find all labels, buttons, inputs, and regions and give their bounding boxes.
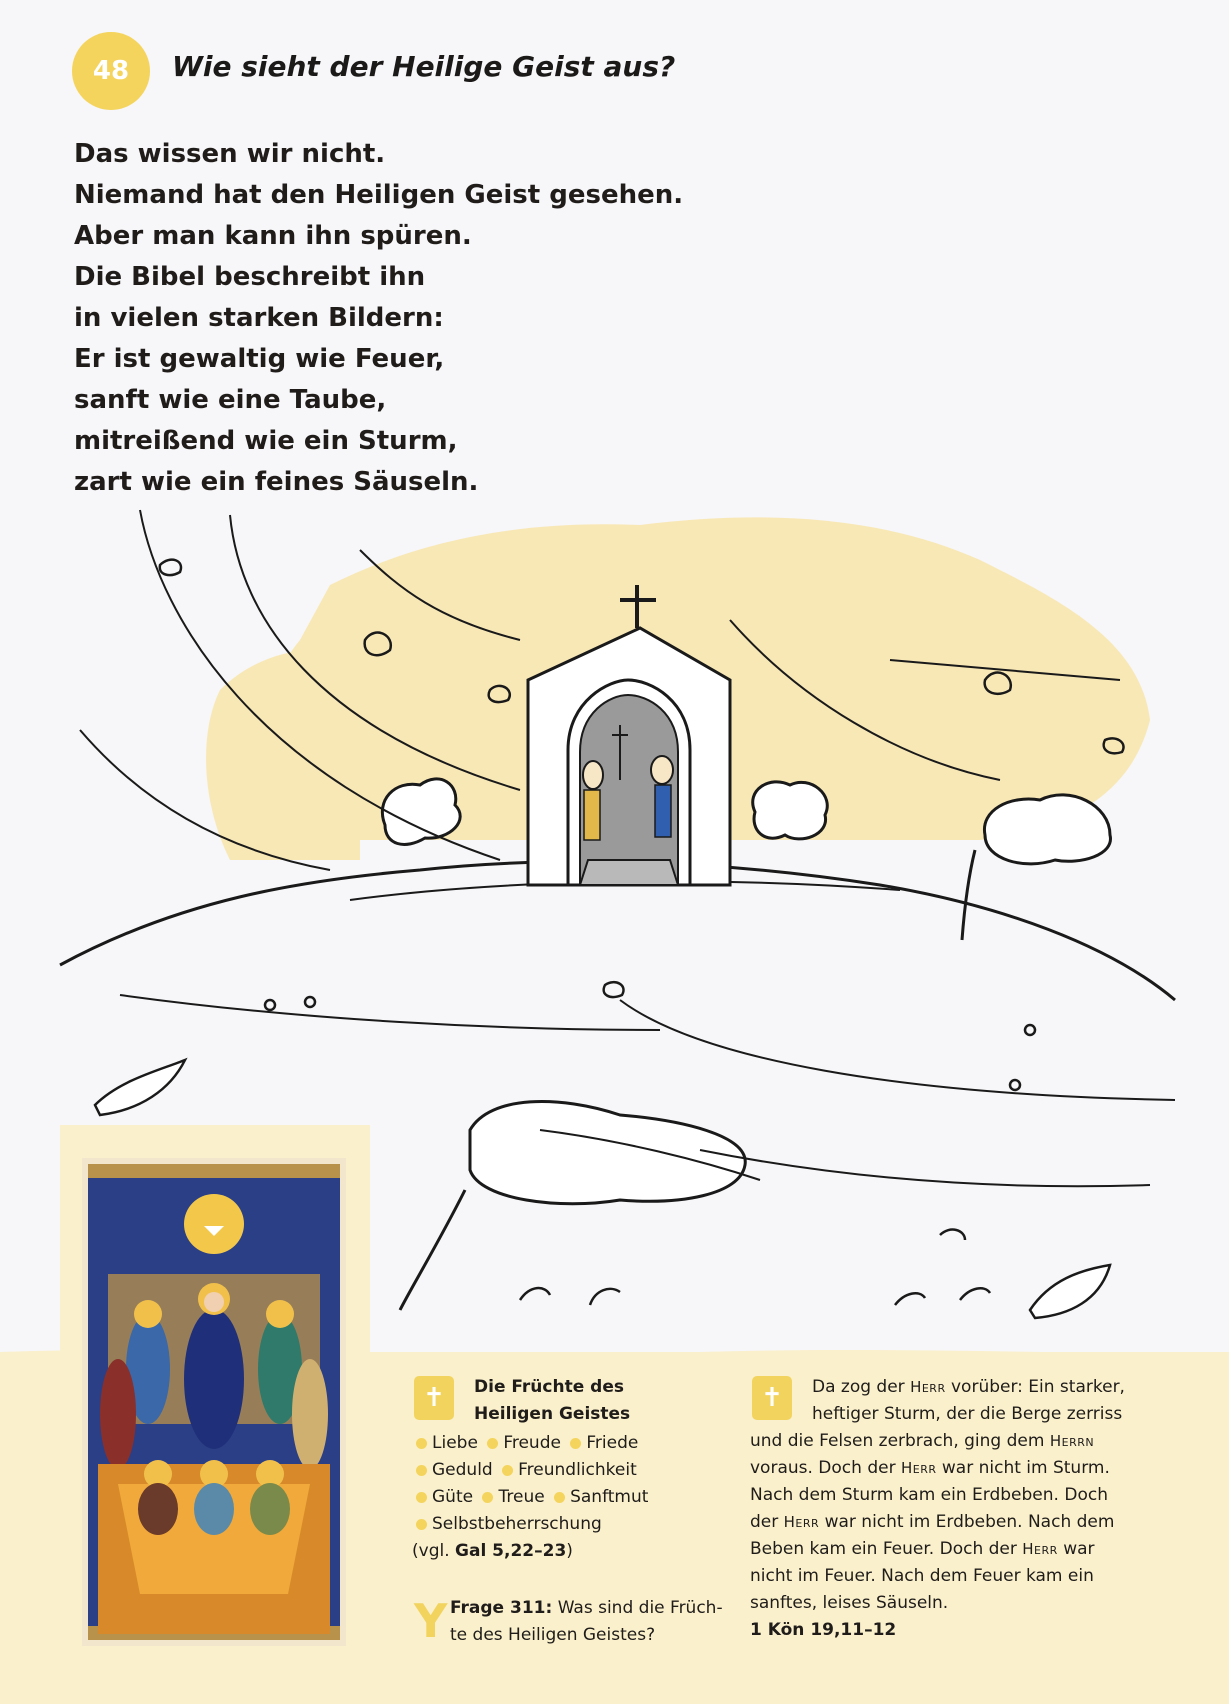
bullet-dot-icon	[570, 1438, 581, 1449]
fruits-row	[412, 1511, 602, 1538]
youcat-question-text: Was sind die Früch-	[552, 1598, 723, 1618]
fruit-item: Selbstbeherrschung	[432, 1514, 602, 1534]
fruit-item: Friede	[586, 1433, 639, 1453]
quote-herrn: Herrn	[1049, 1432, 1095, 1450]
quote-line	[812, 1374, 1125, 1401]
bullet-dot-icon	[416, 1519, 427, 1530]
youcat-question-label: Frage 311:	[450, 1598, 553, 1618]
fruits-title	[474, 1374, 630, 1428]
answer-line: in vielen starken Bildern:	[74, 303, 444, 333]
fruit-item: Treue	[498, 1487, 545, 1507]
bible-cross-icon: ✝	[414, 1376, 454, 1420]
answer-line: Das wissen wir nicht.	[74, 139, 386, 169]
bullet-dot-icon	[416, 1492, 427, 1503]
quote-herr: Herr	[783, 1513, 820, 1531]
answer-line: Er ist gewaltig wie Feuer,	[74, 344, 445, 374]
bullet-dot-icon	[502, 1465, 513, 1476]
bullet-dot-icon	[554, 1492, 565, 1503]
quote-line	[750, 1455, 1110, 1482]
fruit-item: Geduld	[432, 1460, 493, 1480]
quote-line: nicht im Feuer. Nach dem Feuer kam ein	[750, 1566, 1094, 1586]
quote-text: war nicht im Erdbeben. Nach dem	[819, 1512, 1115, 1532]
fruits-row	[412, 1457, 637, 1484]
fruits-title-line: Die Früchte des	[474, 1377, 624, 1397]
quote-line: Nach dem Sturm kam ein Erdbeben. Doch	[750, 1485, 1108, 1505]
fruit-item: Sanftmut	[570, 1487, 649, 1507]
fruits-row	[412, 1430, 638, 1457]
question-title: Wie sieht der Heilige Geist aus?	[172, 50, 676, 83]
reference-prefix: (vgl.	[412, 1541, 456, 1561]
bible-cross-icon: ✝	[752, 1376, 792, 1420]
bullet-dot-icon	[416, 1465, 427, 1476]
quote-text: der	[750, 1512, 784, 1532]
quote-line: heftiger Sturm, der die Berge zerriss	[812, 1404, 1123, 1424]
fruit-item: Freude	[503, 1433, 561, 1453]
quote-text: und die Felsen zerbrach, ging dem	[750, 1431, 1050, 1451]
quote-text: Da zog der	[812, 1377, 911, 1397]
fruits-reference	[412, 1538, 573, 1565]
fruit-item: Liebe	[432, 1433, 478, 1453]
youcat-question	[450, 1595, 723, 1622]
quote-text: voraus. Doch der	[750, 1458, 901, 1478]
fruits-row	[412, 1484, 648, 1511]
youcat-y-icon: Y	[414, 1594, 448, 1648]
quote-herr: Herr	[1022, 1540, 1058, 1558]
quote-line	[750, 1509, 1114, 1536]
quote-text: war	[1057, 1539, 1095, 1559]
fruits-title-line: Heiligen Geistes	[474, 1404, 631, 1424]
question-number: 48	[92, 56, 130, 86]
answer-line: Aber man kann ihn spüren.	[74, 221, 472, 251]
quote-text: vorüber: Ein starker,	[945, 1377, 1125, 1397]
quote-text: Beben kam ein Feuer. Doch der	[750, 1539, 1023, 1559]
fruit-item: Freundlichkeit	[518, 1460, 637, 1480]
quote-line: sanftes, leises Säuseln.	[750, 1593, 949, 1613]
answer-line: zart wie ein feines Säuseln.	[74, 467, 479, 497]
bullet-dot-icon	[482, 1492, 493, 1503]
quote-reference: 1 Kön 19,11–12	[750, 1620, 897, 1640]
youcat-question-cont: te des Heiligen Geistes?	[450, 1625, 656, 1645]
reference-citation: Gal 5,22–23	[455, 1541, 567, 1561]
reference-suffix: )	[566, 1541, 573, 1561]
quote-line	[750, 1536, 1095, 1563]
quote-herr: Herr	[900, 1459, 937, 1477]
bullet-dot-icon	[416, 1438, 427, 1449]
quote-herr: Herr	[910, 1378, 946, 1396]
answer-text	[74, 134, 684, 503]
quote-line	[750, 1428, 1094, 1455]
answer-line: Niemand hat den Heiligen Geist gesehen.	[74, 180, 684, 210]
quote-text: war nicht im Sturm.	[936, 1458, 1110, 1478]
answer-line: Die Bibel beschreibt ihn	[74, 262, 426, 292]
answer-line: mitreißend wie ein Sturm,	[74, 426, 458, 456]
question-number-badge	[72, 32, 150, 110]
fruit-item: Güte	[432, 1487, 474, 1507]
bullet-dot-icon	[487, 1438, 498, 1449]
pentecost-painting	[82, 1158, 346, 1646]
answer-line: sanft wie eine Taube,	[74, 385, 387, 415]
